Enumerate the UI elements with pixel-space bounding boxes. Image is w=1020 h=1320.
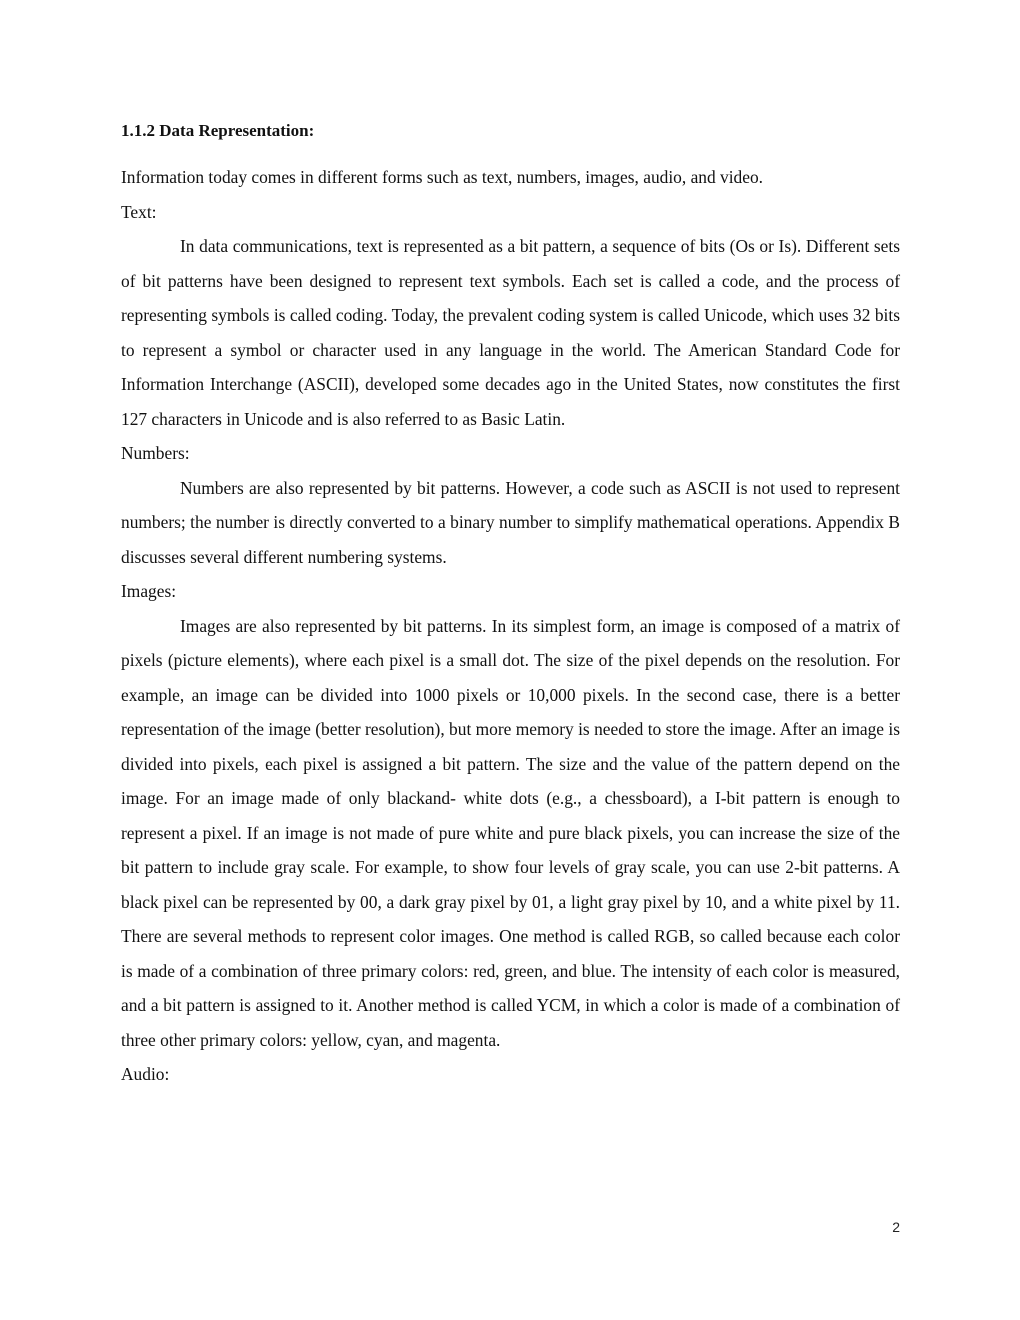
section-heading: 1.1.2 Data Representation:	[121, 121, 315, 140]
text-paragraph: In data communications, text is represented as a bit pattern, a sequence of bits (Os or Is). Different sets of bit patterns have been designed to represent text symbols. Each set is called a code, and the process of representing symbols is called coding. Today, the prevalent coding system is called Unicode, which uses 32 bits to represent a symbol or character used in any language in the world. The American Standard Code for Information Interchange (ASCII), developed some decades ago in the United States, now constitutes the first 127 characters in Unicode and is also referred to as Basic Latin.	[121, 236, 900, 429]
text-label: Text:	[121, 201, 157, 222]
images-paragraph: Images are also represented by bit patterns. In its simplest form, an image is composed of a matrix of pixels (picture elements), where each pixel is a small dot. The size of the pixel depends on the resolution. For example, an image can be divided into 1000 pixels or 10,000 pixels. In the second case, there is a better representation of the image (better resolution), but more memory is needed to store the image. After an image is divided into pixels, each pixel is assigned a bit pattern. The size and the value of the pattern depend on the image. For an image made of only blackand- white dots (e.g., a chessboard), a I-bit pattern is enough to represent a pixel. If an image is not made of pure white and pure black pixels, you can increase the size of the bit pattern to include gray scale. For example, to show four levels of gray scale, you can use 2-bit patterns. A black pixel can be represented by 00, a dark gray pixel by 01, a light gray pixel by 10, and a white pixel by 11. There are several methods to represent color images. One method is called RGB, so called because each color is made of a combination of three primary colors: red, green, and blue. The intensity of each color is measured, and a bit pattern is assigned to it. Another method is called YCM, in which a color is made of a combination of three other primary colors: yellow, cyan, and magenta.	[121, 615, 900, 1050]
document-page	[121, 118, 900, 1092]
audio-label: Audio:	[121, 1064, 170, 1084]
numbers-label: Numbers:	[121, 443, 190, 463]
page-number: 2	[892, 1219, 900, 1235]
intro-paragraph: Information today comes in different forms such as text, numbers, images, audio, and video.	[121, 167, 764, 187]
images-label: Images:	[121, 581, 177, 601]
numbers-paragraph: Numbers are also represented by bit patterns. However, a code such as ASCII is not used to represent numbers; the number is directly converted to a binary number to simplify mathematical operations. Appendix B discusses several different numbering systems.	[121, 477, 900, 567]
